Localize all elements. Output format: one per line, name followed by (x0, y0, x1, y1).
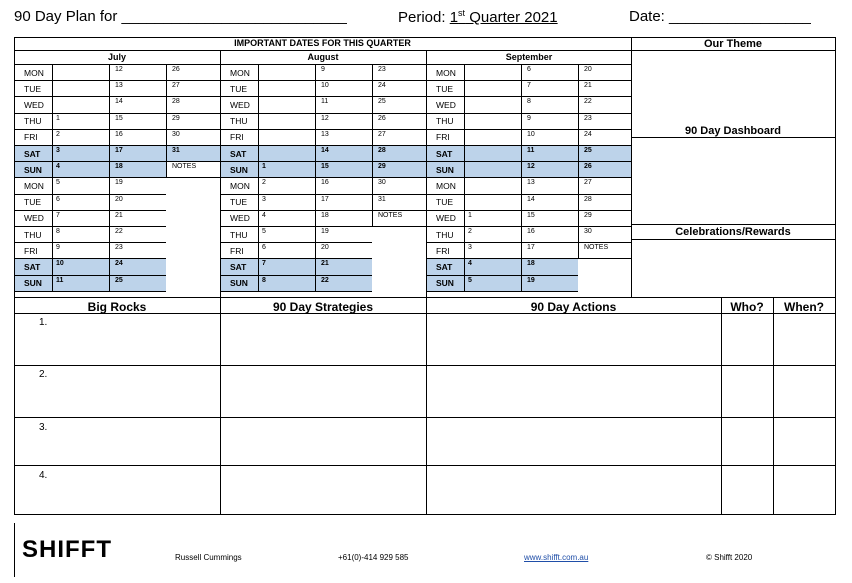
date-cell: 22 (115, 228, 123, 235)
day-label-wed: WED (24, 99, 44, 110)
calendar-row-line (14, 96, 220, 97)
date-cell: 5 (262, 228, 266, 235)
calendar-col-line (578, 64, 579, 258)
date-cell: 28 (172, 98, 180, 106)
day-label-thu: THU (230, 116, 248, 127)
calendar-row-line (14, 177, 220, 178)
day-label-wed: WED (230, 213, 250, 224)
calendar-row-line (426, 226, 632, 227)
calendar-row-line (14, 161, 220, 162)
date-cell: 31 (172, 147, 180, 154)
plan-col-line (426, 297, 427, 514)
calendar-row-line (426, 258, 632, 259)
date-cell: 4 (468, 260, 472, 268)
calendar-row-line (14, 210, 166, 211)
row-number-4: 4. (39, 470, 48, 481)
day-label-wed: WED (436, 213, 456, 224)
date-cell: 2 (262, 179, 266, 187)
period-rest: Quarter 2021 (465, 9, 558, 26)
day-label-mon: MON (24, 67, 44, 78)
day-label-wed: WED (230, 99, 250, 110)
calendar-row-line (426, 80, 632, 81)
date-cell: 20 (115, 195, 123, 203)
calendar-row-line (14, 64, 220, 65)
date-cell: 13 (321, 130, 329, 138)
calendar-col-line (521, 64, 522, 291)
date-cell: 29 (584, 211, 592, 219)
strategies-title: 90 Day Strategies (272, 300, 374, 314)
calendar-col-line (166, 64, 167, 177)
celebrations-title: Celebrations/Rewards (675, 226, 791, 238)
calendar-col-line (464, 64, 465, 291)
day-label-tue: TUE (436, 197, 453, 208)
our-theme-title: Our Theme (703, 38, 763, 50)
calendar-row-line (426, 210, 632, 211)
day-label-thu: THU (436, 116, 454, 127)
date-cell: 1 (468, 211, 472, 219)
date-cell: 12 (115, 66, 123, 73)
day-label-tue: TUE (230, 197, 247, 208)
date-cell: 27 (172, 82, 180, 90)
day-label-wed: WED (436, 99, 456, 110)
calendar-row-line (220, 275, 372, 276)
day-label-mon: MON (230, 67, 250, 78)
calendar-row-line (220, 258, 372, 259)
frame-left (14, 37, 15, 515)
calendar-row-line (426, 291, 578, 292)
calendar-row-line (426, 129, 632, 130)
dashboard-bottom-line (631, 224, 835, 225)
calendar-row-line (220, 161, 426, 162)
date-cell: 16 (321, 179, 329, 187)
calendar-row-line (14, 242, 166, 243)
date-cell: 23 (584, 114, 592, 122)
calendar-row-line (220, 80, 426, 81)
calendar-row-line (426, 64, 632, 65)
date-cell: 7 (262, 260, 266, 268)
plan-col-line (773, 297, 774, 514)
date-cell: 13 (115, 82, 123, 90)
date-cell: 29 (378, 163, 386, 171)
day-label-sat: SAT (230, 261, 247, 272)
month-divider (220, 50, 221, 297)
date-cell: 11 (56, 276, 64, 284)
day-label-mon: MON (436, 180, 456, 191)
date-cell: 12 (527, 163, 535, 171)
date-cell: 25 (584, 147, 592, 154)
date-cell: 16 (115, 130, 123, 138)
day-label-tue: TUE (436, 83, 453, 94)
day-label-fri: FRI (24, 245, 38, 256)
day-label-wed: WED (24, 213, 44, 224)
date-cell: 17 (321, 195, 329, 203)
date-cell: 18 (321, 211, 329, 219)
date-cell: 5 (468, 276, 472, 284)
plan-col-line (220, 297, 221, 514)
date-cell: 19 (115, 179, 123, 187)
day-label-fri: FRI (230, 245, 244, 256)
day-label-tue: TUE (24, 197, 41, 208)
date-cell: 1 (262, 163, 266, 171)
calendar-row-line (426, 242, 632, 243)
date-cell: 4 (56, 163, 60, 171)
date-cell: 12 (321, 114, 329, 122)
notes-label: NOTES (584, 244, 609, 252)
calendar-row-line (14, 226, 166, 227)
frame-right (835, 37, 836, 515)
date-cell: 13 (527, 179, 535, 187)
date-cell: 7 (527, 82, 531, 90)
date-cell: 1 (56, 114, 60, 122)
date-cell: 15 (115, 114, 123, 122)
calendar-title-line (14, 50, 631, 51)
calendar-row-line (220, 145, 426, 146)
calendar-row-line (220, 129, 426, 130)
calendar-row-line (426, 96, 632, 97)
date-cell: 22 (321, 276, 329, 284)
big-rocks-title: Big Rocks (87, 300, 147, 314)
calendar-row-line (426, 145, 632, 146)
date-cell: 10 (321, 82, 329, 90)
date-cell: 11 (321, 98, 329, 106)
calendar-row-line (426, 113, 632, 114)
date-cell: 24 (115, 260, 123, 268)
period-prefix: Period: (398, 9, 446, 26)
theme-line (631, 50, 835, 51)
date-cell: 15 (321, 163, 329, 171)
day-label-sun: SUN (230, 164, 248, 175)
day-label-thu: THU (230, 229, 248, 240)
when-title: When? (784, 300, 824, 314)
plan-for-label: 90 Day Plan for ___________________________ (14, 8, 347, 25)
date-cell: 24 (584, 130, 592, 138)
dashboard-top-line (631, 137, 835, 138)
day-label-sat: SAT (24, 148, 41, 159)
month-divider (426, 50, 427, 297)
day-label-sat: SAT (24, 261, 41, 272)
who-title: Who? (730, 300, 764, 314)
shifft-logo: SHIFFT (22, 536, 112, 563)
calendar-row-line (426, 194, 632, 195)
date-cell: 18 (115, 163, 123, 171)
notes-label: NOTES (172, 163, 197, 171)
month-name-july: July (107, 52, 126, 62)
day-label-tue: TUE (24, 83, 41, 94)
calendar-row-line (220, 64, 426, 65)
date-cell: 3 (56, 147, 60, 154)
day-label-sat: SAT (230, 148, 247, 159)
date-cell: 27 (378, 130, 386, 138)
date-cell: 28 (584, 195, 592, 203)
date-cell: 10 (527, 130, 535, 138)
date-cell: 7 (56, 211, 60, 219)
notes-label: NOTES (378, 211, 403, 219)
date-cell: 10 (56, 260, 64, 268)
calendar-row-line (220, 210, 426, 211)
day-label-sat: SAT (436, 261, 453, 272)
row-number-1: 1. (39, 317, 48, 328)
calendar-col-line (315, 64, 316, 291)
footer-divider (14, 523, 15, 577)
calendar-row-line (220, 96, 426, 97)
contact-phone: +61(0)-414 929 585 (338, 553, 409, 562)
period-number: 1 (449, 9, 459, 26)
plan-col-line (721, 297, 722, 514)
day-label-mon: MON (24, 180, 44, 191)
day-label-sat: SAT (436, 148, 453, 159)
calendar-row-line (220, 226, 426, 227)
calendar-row-line (14, 113, 220, 114)
date-cell: 19 (321, 228, 329, 235)
day-label-thu: THU (436, 229, 454, 240)
date-cell: 4 (262, 211, 266, 219)
month-name-august: August (307, 52, 339, 62)
date-cell: 11 (527, 147, 535, 154)
date-cell: 17 (527, 244, 535, 252)
date-cell: 16 (527, 228, 535, 235)
calendar-row-line (14, 194, 166, 195)
plan-row-line (14, 417, 835, 418)
calendar-row-line (220, 291, 372, 292)
day-label-thu: THU (24, 116, 42, 127)
calendar-col-line (372, 64, 373, 226)
period-value (450, 9, 558, 26)
date-cell: 25 (378, 98, 386, 106)
dashboard-title: 90 Day Dashboard (685, 125, 781, 137)
website-link[interactable]: www.shifft.com.au (524, 553, 589, 562)
plan-bottom-line (14, 514, 836, 515)
date-cell: 8 (262, 276, 266, 284)
date-cell: 3 (468, 244, 472, 252)
date-cell: 27 (584, 179, 592, 187)
date-cell: 26 (378, 114, 386, 122)
date-cell: 3 (262, 195, 266, 203)
day-label-sun: SUN (436, 278, 454, 289)
day-label-fri: FRI (436, 245, 450, 256)
date-cell: 25 (115, 276, 123, 284)
calendar-row-line (426, 161, 632, 162)
day-label-sun: SUN (436, 164, 454, 175)
date-cell: 6 (56, 195, 60, 203)
date-cell: 30 (378, 179, 386, 187)
date-cell: 21 (321, 260, 329, 268)
date-cell: 30 (172, 130, 180, 138)
calendar-row-line (14, 145, 220, 146)
date-cell: 30 (584, 228, 592, 235)
date-cell: 26 (584, 163, 592, 171)
period-label (398, 8, 558, 26)
day-label-mon: MON (230, 180, 250, 191)
contact-name: Russell Cummings (175, 553, 242, 562)
date-cell: 8 (56, 228, 60, 235)
date-cell: 9 (56, 244, 60, 252)
celebrations-line (631, 239, 835, 240)
calendar-row-line (14, 275, 166, 276)
actions-title: 90 Day Actions (530, 300, 617, 314)
day-label-sun: SUN (230, 278, 248, 289)
date-cell: 18 (527, 260, 535, 268)
date-cell: 15 (527, 211, 535, 219)
date-cell: 6 (262, 244, 266, 252)
date-cell: 28 (378, 147, 386, 154)
calendar-col-line (258, 64, 259, 291)
day-label-sun: SUN (24, 164, 42, 175)
date-cell: 29 (172, 114, 180, 122)
date-cell: 24 (378, 82, 386, 90)
calendar-row-line (14, 80, 220, 81)
calendar-col-line (52, 64, 53, 291)
calendar-row-line (220, 194, 426, 195)
date-cell: 26 (172, 66, 180, 73)
date-cell: 20 (584, 66, 592, 73)
date-cell: 21 (584, 82, 592, 90)
date-cell: 22 (584, 98, 592, 106)
calendar-title: IMPORTANT DATES FOR THIS QUARTER (234, 38, 411, 48)
calendar-row-line (14, 129, 220, 130)
calendar-row-line (14, 258, 166, 259)
calendar-row-line (426, 275, 578, 276)
side-divider (631, 37, 632, 297)
copyright: © Shifft 2020 (706, 553, 753, 562)
plan-row-line (14, 365, 835, 366)
date-label: Date: _________________ (629, 8, 811, 25)
date-cell: 14 (527, 195, 535, 203)
day-label-thu: THU (24, 229, 42, 240)
day-label-tue: TUE (230, 83, 247, 94)
calendar-col-line (109, 64, 110, 291)
day-label-fri: FRI (436, 132, 450, 143)
plan-row-line (14, 465, 835, 466)
month-name-september: September (505, 52, 553, 62)
day-label-sun: SUN (24, 278, 42, 289)
date-cell: 23 (115, 244, 123, 252)
date-cell: 2 (468, 228, 472, 235)
date-cell: 9 (321, 66, 325, 73)
day-label-fri: FRI (230, 132, 244, 143)
row-number-2: 2. (39, 369, 48, 380)
calendar-row-line (426, 177, 632, 178)
date-cell: 9 (527, 114, 531, 122)
date-cell: 19 (527, 276, 535, 284)
row-number-3: 3. (39, 422, 48, 433)
calendar-row-line (220, 177, 426, 178)
day-label-mon: MON (436, 67, 456, 78)
period-sup: st (458, 8, 466, 18)
date-cell: 14 (115, 98, 123, 106)
date-cell: 31 (378, 195, 386, 203)
day-label-fri: FRI (24, 132, 38, 143)
date-cell: 23 (378, 66, 386, 73)
date-cell: 14 (321, 147, 329, 154)
date-cell: 6 (527, 66, 531, 73)
date-cell: 21 (115, 211, 123, 219)
calendar-row-line (14, 291, 166, 292)
date-cell: 5 (56, 179, 60, 187)
plan-top-line (14, 297, 835, 298)
calendar-row-line (220, 242, 372, 243)
date-cell: 20 (321, 244, 329, 252)
date-cell: 17 (115, 147, 123, 154)
date-cell: 8 (527, 98, 531, 106)
date-cell: 2 (56, 130, 60, 138)
calendar-row-line (220, 113, 426, 114)
